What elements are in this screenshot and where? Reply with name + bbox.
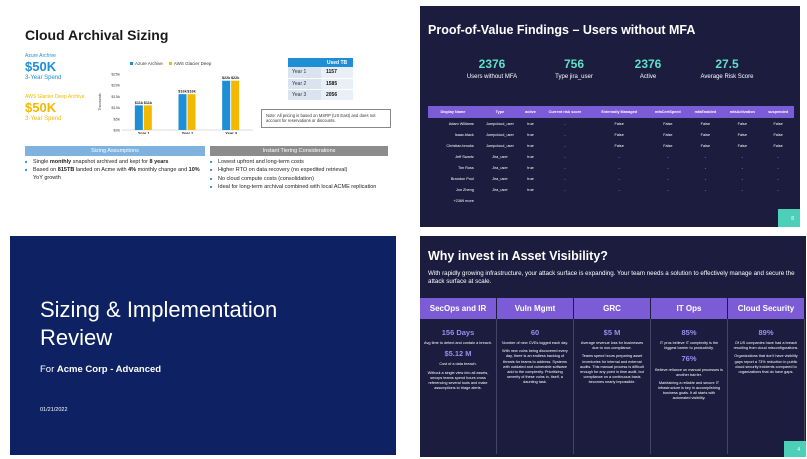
table-cell: False bbox=[700, 121, 710, 126]
table-cell: Jira_user bbox=[492, 165, 508, 170]
table-cell: true bbox=[527, 154, 534, 159]
table-cell: Jumpcloud_user bbox=[485, 143, 514, 148]
stat-number: $5 M bbox=[603, 328, 621, 337]
azure-summary-value: $50K bbox=[25, 59, 57, 74]
table-cell bbox=[647, 195, 688, 206]
glacier-summary-sub: 3-Year Spend bbox=[25, 116, 62, 122]
tiering-considerations-header: Instant Tiering Considerations bbox=[210, 146, 388, 156]
slide-asset-visibility[interactable] bbox=[420, 236, 806, 457]
table-cell: False bbox=[663, 143, 673, 148]
table-cell: true bbox=[527, 165, 534, 170]
bar-data-label: $16k bbox=[187, 89, 196, 94]
table-cell: - bbox=[777, 154, 779, 159]
stat-number: 2376 bbox=[634, 57, 662, 71]
table-cell: - bbox=[618, 176, 620, 181]
table-cell: Jumpcloud_user bbox=[485, 121, 514, 126]
table-cell: Christian.brooks bbox=[446, 143, 474, 148]
table-cell: true bbox=[527, 121, 534, 126]
table-cell: - bbox=[777, 187, 779, 192]
table-row bbox=[288, 67, 353, 78]
table-cell: Jon Zheng bbox=[455, 187, 474, 192]
table-cell: - bbox=[741, 176, 743, 181]
table-cell: - bbox=[667, 176, 669, 181]
stat-number: 76% bbox=[681, 354, 697, 364]
bar-data-label: $22k bbox=[230, 76, 240, 81]
azure-summary-label: Azure Archive bbox=[25, 53, 56, 59]
bar-azure bbox=[179, 94, 187, 130]
table-cell: Adam Williams bbox=[448, 121, 474, 126]
table-cell bbox=[762, 195, 794, 206]
stat-number: 85% bbox=[681, 328, 697, 337]
table-cell bbox=[688, 195, 722, 206]
list-item: ■ Based on 815TB landed on Acme with 4% monthly change and 10% YoY growth bbox=[25, 167, 205, 182]
table-cell: Jira_user bbox=[492, 187, 508, 192]
table-cell: False bbox=[663, 121, 673, 126]
table-cell: False bbox=[614, 143, 624, 148]
table-cell: - bbox=[777, 165, 779, 170]
azure-summary-sub: 3-Year Spend bbox=[25, 75, 62, 81]
column-header: GRC bbox=[574, 298, 651, 319]
bar-glacier bbox=[231, 81, 239, 130]
table-cell: true bbox=[527, 132, 534, 137]
y-tick-label: $20k bbox=[111, 82, 120, 88]
table-cell: +2369 more bbox=[453, 198, 474, 203]
table-row bbox=[428, 184, 794, 195]
stat-text: Average revenue loss for businesses due to non-compliance. bbox=[580, 341, 644, 351]
table-cell: - bbox=[704, 165, 706, 170]
stat-number: $5.12 M bbox=[444, 349, 472, 359]
column-header: Current risk score bbox=[539, 106, 591, 118]
slide-subtitle: For Acme Corp - Advanced bbox=[40, 364, 162, 375]
column-body bbox=[651, 319, 728, 454]
table-cell: - bbox=[667, 154, 669, 159]
table-row bbox=[428, 151, 794, 162]
table-cell: - bbox=[741, 187, 743, 192]
column-header: Type bbox=[478, 106, 522, 118]
table-cell: - bbox=[618, 187, 620, 192]
table-cell: - bbox=[564, 176, 566, 181]
stat-label: Average Risk Score bbox=[700, 74, 754, 80]
table-row bbox=[428, 173, 794, 184]
table-cell: - bbox=[564, 121, 566, 126]
list-item: ■ Lowest upfront and long-term costs bbox=[210, 159, 388, 166]
table-cell: - bbox=[564, 187, 566, 192]
list-item: ■ Ideal for long-term archival combined with local ACME replication bbox=[210, 184, 388, 191]
table-cell: Jeff Swartz bbox=[455, 154, 474, 159]
list-item: ■ No cloud compute costs (consolidation) bbox=[210, 176, 388, 183]
value-column bbox=[651, 298, 728, 454]
table-cell: - bbox=[667, 187, 669, 192]
value-column bbox=[420, 298, 497, 454]
value-column bbox=[574, 298, 651, 454]
stat-text: IT pros believe IT complexity is the biggest barrier to productivity. bbox=[659, 341, 719, 351]
legend-swatch-azure bbox=[130, 62, 133, 65]
stat-users-without-mfa bbox=[447, 57, 537, 80]
stat-number: 89% bbox=[758, 328, 774, 337]
slide-date: 01/21/2022 bbox=[40, 407, 68, 413]
page-tab-accent bbox=[778, 209, 800, 227]
table-row bbox=[288, 78, 353, 89]
table-header-row bbox=[428, 106, 794, 118]
column-header: Vuln Mgmt bbox=[497, 298, 574, 319]
column-header: mfaCertSpeed bbox=[647, 106, 688, 118]
stat-text: Believe reliance on manual processes is another barrier. bbox=[655, 367, 723, 377]
y-tick-label: $0k bbox=[113, 127, 120, 133]
column-header: suspended bbox=[762, 106, 794, 118]
table-cell bbox=[591, 195, 648, 206]
table-cell: Jira_user bbox=[492, 154, 508, 159]
stat-text: Avg time to detect and contain a breach. bbox=[424, 341, 492, 346]
slide-sizing-implementation-review[interactable] bbox=[10, 236, 396, 455]
legend-glacier: AWS Glacier Deep bbox=[169, 61, 212, 66]
column-header: Externally Managed bbox=[591, 106, 648, 118]
table-cell: - bbox=[741, 154, 743, 159]
table-cell: - bbox=[564, 165, 566, 170]
table-cell: False bbox=[773, 143, 783, 148]
stat-text: Maintaining a reliable and secure IT infrastructure is key in accomplishing business goals. It all starts with automated visibility. bbox=[657, 380, 721, 401]
stat-number: 60 bbox=[530, 328, 540, 337]
stat-number: 27.5 bbox=[715, 57, 739, 71]
bar-data-label: $22k bbox=[221, 76, 231, 81]
stat-label: Type jira_user bbox=[555, 74, 593, 80]
table-cell: False bbox=[773, 121, 783, 126]
year-label: Year 1 bbox=[288, 67, 321, 78]
table-row bbox=[288, 89, 353, 100]
stat-label: Active bbox=[639, 74, 657, 80]
column-header: Cloud Security bbox=[728, 298, 805, 319]
table-cell: - bbox=[704, 187, 706, 192]
table-cell: - bbox=[564, 143, 566, 148]
y-tick-label: $10k bbox=[111, 105, 120, 111]
table-cell: False bbox=[663, 132, 673, 137]
table-cell: Tim Ross bbox=[457, 165, 474, 170]
table-cell: - bbox=[564, 132, 566, 137]
slide-description: With rapidly growing infrastructure, your attack surface is expanding. Your team needs a solution to effectively manage and secure the attack surface at scale. bbox=[428, 270, 795, 286]
stat-text: Number of new CVEs logged each day. bbox=[501, 341, 569, 346]
table-cell bbox=[522, 195, 539, 206]
slide-title: Cloud Archival Sizing bbox=[25, 27, 169, 43]
table-cell bbox=[478, 195, 522, 206]
stat-text: Without a single view into all assets, secops teams spend hours cross referencing several tools and make assumptions to triage alerts. bbox=[427, 370, 489, 390]
year-label: Year 3 bbox=[288, 89, 321, 100]
slide-cloud-archival-sizing[interactable] bbox=[10, 6, 392, 221]
table-cell: False bbox=[614, 121, 624, 126]
slide-title: Proof-of-Value Findings – Users without MFA bbox=[428, 23, 696, 37]
table-cell: Brandon Pool bbox=[450, 176, 474, 181]
page-number: 8 bbox=[791, 216, 794, 222]
table-cell: False bbox=[737, 132, 747, 137]
page-tab-accent bbox=[784, 441, 806, 457]
tiering-considerations-list bbox=[210, 159, 388, 193]
table-cell: true bbox=[527, 143, 534, 148]
table-cell: - bbox=[618, 154, 620, 159]
x-tick-label: Year 1 bbox=[137, 130, 150, 134]
stat-label: Users without MFA bbox=[466, 74, 518, 80]
used-tb-table bbox=[288, 58, 353, 101]
column-header: SecOps and IR bbox=[420, 298, 497, 319]
chart-legend bbox=[130, 61, 211, 66]
list-item: ■ Single monthly snapshot archived and kept for 8 years bbox=[25, 159, 205, 166]
y-tick-label: $15k bbox=[111, 93, 120, 99]
value-column bbox=[497, 298, 574, 454]
stat-text: With new vulns being discovered every day, there is an endless backlog of threats for teams to address. Systems with outdated and vulnerable software add to the complexity. Prioritizing severity of these vulns in, itself, a daunting task. bbox=[502, 349, 568, 384]
users-table bbox=[428, 106, 794, 206]
column-body bbox=[497, 319, 574, 454]
table-cell: - bbox=[667, 165, 669, 170]
table-row bbox=[428, 195, 794, 206]
y-axis-label: Thousands bbox=[98, 93, 102, 111]
table-cell: Jumpcloud_user bbox=[485, 132, 514, 137]
glacier-summary-label: AWS Glacier Deep Archive bbox=[25, 94, 85, 100]
glacier-summary-value: $50K bbox=[25, 100, 57, 115]
list-item: ■ Higher RTO on data recovery (no expedited retrieval) bbox=[210, 167, 388, 174]
column-header: mfaActivation bbox=[722, 106, 762, 118]
stat-active bbox=[603, 57, 693, 80]
x-tick-label: Year 2 bbox=[181, 130, 194, 134]
stat-avg-risk-score bbox=[682, 57, 772, 80]
table-cell: true bbox=[527, 187, 534, 192]
table-cell bbox=[539, 195, 591, 206]
table-cell: False bbox=[773, 132, 783, 137]
bar-azure bbox=[135, 105, 143, 130]
table-cell: False bbox=[614, 132, 624, 137]
slide-pov-findings[interactable] bbox=[420, 6, 800, 227]
column-header: mfaEnabled bbox=[688, 106, 722, 118]
table-cell: true bbox=[527, 176, 534, 181]
column-header: IT Ops bbox=[651, 298, 728, 319]
slide-title: Why invest in Asset Visibility? bbox=[428, 249, 608, 263]
table-row bbox=[428, 162, 794, 173]
used-tb-value: 1585 bbox=[321, 78, 353, 89]
column-header: Display Name bbox=[428, 106, 478, 118]
table-cell bbox=[722, 195, 762, 206]
column-header: active bbox=[522, 106, 539, 118]
spend-bar-chart bbox=[98, 70, 256, 134]
table-cell: Isaac.black bbox=[454, 132, 474, 137]
x-tick-label: Year 3 bbox=[225, 130, 238, 134]
used-tb-value: 2056 bbox=[321, 89, 353, 100]
table-row bbox=[428, 129, 794, 140]
table-row bbox=[428, 118, 794, 129]
legend-azure: Azure Archive bbox=[130, 61, 163, 66]
bar-data-label: $16k bbox=[178, 89, 187, 94]
table-cell: False bbox=[737, 143, 747, 148]
slide-title: Sizing & Implementation Review bbox=[40, 297, 278, 350]
table-cell: False bbox=[737, 121, 747, 126]
table-cell: - bbox=[704, 154, 706, 159]
legend-swatch-glacier bbox=[169, 62, 172, 65]
bar-data-label: $11k bbox=[134, 100, 143, 105]
column-body bbox=[728, 319, 805, 454]
bar-glacier bbox=[188, 94, 196, 130]
stat-number: 756 bbox=[563, 57, 585, 71]
used-tb-value: 1157 bbox=[321, 67, 353, 78]
table-cell: - bbox=[741, 165, 743, 170]
table-cell: - bbox=[618, 165, 620, 170]
y-tick-label: $5k bbox=[113, 116, 120, 122]
stat-text: Organizations that don't have visibility gaps report a 73% reduction in public cloud security incidents compared to organizations that do have gaps. bbox=[734, 354, 798, 374]
y-tick-label: $25k bbox=[111, 71, 120, 77]
pricing-note: Note: All pricing is based on MSRP (US East) and does not account for reservations or discounts. bbox=[261, 109, 391, 128]
bar-glacier bbox=[144, 105, 152, 130]
stat-number: 2376 bbox=[478, 57, 506, 71]
column-body bbox=[420, 319, 497, 454]
used-tb-header: Used TB bbox=[321, 58, 353, 67]
stat-number: 156 Days bbox=[441, 328, 475, 337]
table-row bbox=[428, 140, 794, 151]
table-cell: - bbox=[704, 176, 706, 181]
table-cell: - bbox=[564, 154, 566, 159]
sizing-assumptions-header: Sizing Assumptions bbox=[25, 146, 205, 156]
stat-text: Of US companies have had a breach resulting from cloud misconfigurations. bbox=[733, 341, 799, 351]
table-cell: False bbox=[700, 143, 710, 148]
bar-azure bbox=[222, 81, 230, 130]
column-body bbox=[574, 319, 651, 454]
table-cell: Jira_user bbox=[492, 176, 508, 181]
bar-data-label: $11k bbox=[143, 100, 152, 105]
table-cell: False bbox=[700, 132, 710, 137]
stat-text: Cost of a data breach. bbox=[439, 362, 477, 367]
page-number: 4 bbox=[797, 447, 800, 453]
table-cell: - bbox=[777, 176, 779, 181]
value-column bbox=[728, 298, 805, 454]
sizing-assumptions-list bbox=[25, 159, 205, 183]
year-label: Year 2 bbox=[288, 78, 321, 89]
stat-text: Teams spend hours preparing asset inventories for internal and external audits. This manual process is difficult enough for any point in time audit, but compliance on a continuous basis becomes nearly impossible. bbox=[580, 354, 644, 384]
